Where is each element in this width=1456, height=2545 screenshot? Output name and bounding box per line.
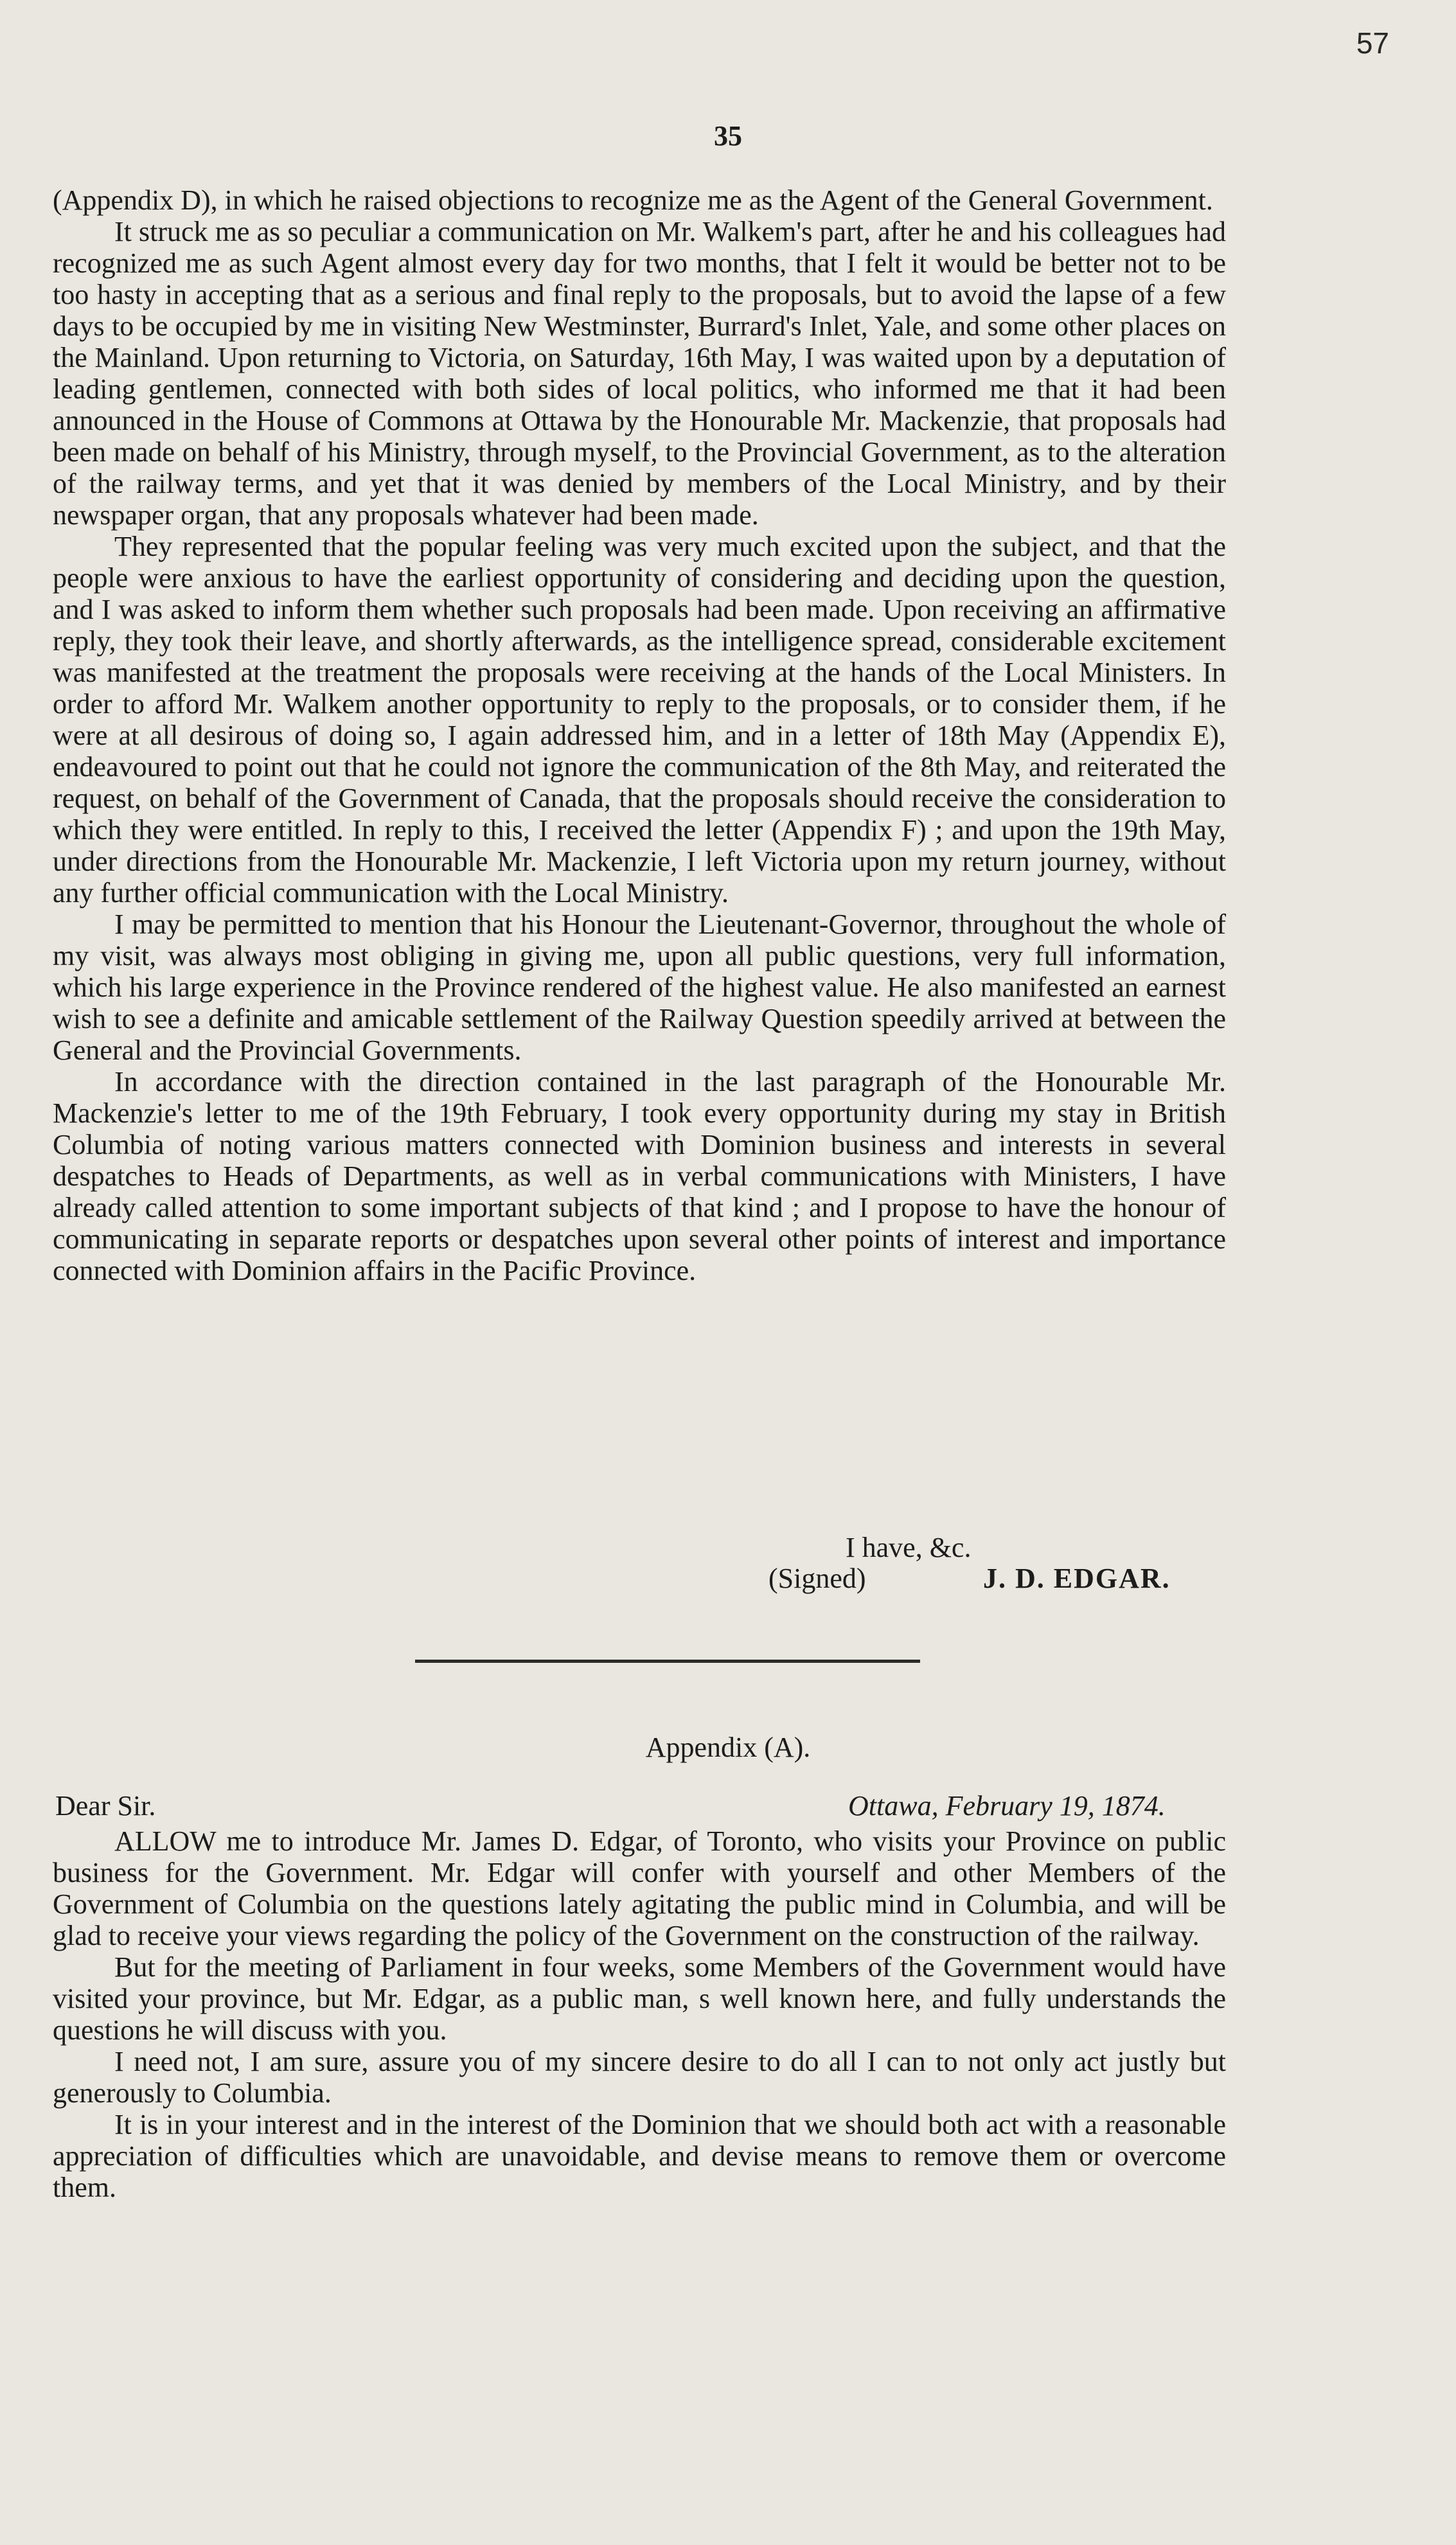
report-body — [53, 184, 1226, 1286]
section-divider — [415, 1660, 920, 1663]
dateline: Ottawa, February 19, 1874. — [848, 1790, 1166, 1822]
appendix-paragraph: ALLOW me to introduce Mr. James D. Edgar, of Toronto, who visits your Province on public business for the Government. Mr. Edgar will confer with yourself and other Members of the Government of Columbia on the questions lately agitating the public mind in Columbia, and will be glad to receive your views regarding the policy of the Government on the construction of the railway. — [53, 1825, 1226, 1951]
appendix-letter-body — [53, 1825, 1226, 2203]
signed-label: (Signed) — [768, 1563, 866, 1594]
appendix-heading: Appendix (A). — [645, 1732, 811, 1763]
appendix-paragraph: It is in your interest and in the interest of the Dominion that we should both act with a reasonable appreciation of difficulties which are unavoidable, and devise means to remove them or overcome them. — [53, 2109, 1226, 2203]
body-paragraph: I may be permitted to mention that his Honour the Lieutenant-Governor, throughout the whole of my visit, was always most obliging in giving me, upon all public questions, very full information, which his large experience in the Province rendered of the highest value. He also manifested an earnest wish to see a definite and amicable settlement of the Railway Question speedily arrived at between the General and the Provincial Governments. — [53, 909, 1226, 1066]
page-number-inner: 35 — [714, 120, 742, 152]
body-paragraph: (Appendix D), in which he raised objections to recognize me as the Agent of the General Government. — [53, 184, 1213, 216]
appendix-paragraph: But for the meeting of Parliament in four weeks, some Members of the Government would have visited your province, but Mr. Edgar, as a public man, s well known here, and fully understands the questions he will discuss with you. — [53, 1951, 1226, 2046]
appendix-paragraph: I need not, I am sure, assure you of my sincere desire to do all I can to not only act justly but generously to Columbia. — [53, 2046, 1226, 2109]
page-number-outer: 57 — [1356, 26, 1389, 60]
body-paragraph: In accordance with the direction contained in the last paragraph of the Honourable Mr. Mackenzie's letter to me of the 19th February, I took every opportunity during my stay in British Columbia of noting various matters connected with Dominion business and interests in several despatches to Heads of Departments, as well as in verbal communications with Ministers, I have already called attention to some important subjects of that kind ; and I propose to have the honour of communicating in separate reports or despatches upon several other points of interest and importance connected with Dominion affairs in the Pacific Province. — [53, 1066, 1226, 1286]
body-paragraph: They represented that the popular feeling was very much excited upon the subject, and that the people were anxious to have the earliest opportunity of considering and deciding upon the question, and I was asked to inform them whether such proposals had been made. Upon receiving an affirmative reply, they took their leave, and shortly afterwards, as the intelligence spread, considerable excitement was manifested at the treatment the proposals were receiving at the hands of the Local Ministers. In order to afford Mr. Walkem another opportunity to reply to the proposals, or to consider them, if he were at all desirous of doing so, I again addressed him, and in a letter of 18th May (Appendix E), endeavoured to point out that he could not ignore the communication of the 8th May, and reiterated the request, on behalf of the Government of Canada, that the proposals should receive the consideration to which they were entitled. In reply to this, I received the letter (Appendix F) ; and upon the 19th May, under directions from the Honourable Mr. Mackenzie, I left Victoria upon my return journey, without any further official communication with the Local Ministry. — [53, 531, 1226, 909]
closing: I have, &c. — [846, 1532, 972, 1563]
body-paragraph: It struck me as so peculiar a communication on Mr. Walkem's part, after he and his colleagues had recognized me as such Agent almost every day for two months, that I felt it would be better not to be too hasty in accepting that as a serious and final reply to the proposals, but to avoid the lapse of a few days to be occupied by me in visiting New Westminster, Burrard's Inlet, Yale, and some other places on the Mainland. Upon returning to Victoria, on Saturday, 16th May, I was waited upon by a deputation of leading gentlemen, connected with both sides of local politics, who informed me that it had been announced in the House of Commons at Ottawa by the Honourable Mr. Mackenzie, that proposals had been made on behalf of his Ministry, through myself, to the Provincial Government, as to the alteration of the railway terms, and yet that it was denied by members of the Local Ministry, and by their newspaper organ, that any proposals whatever had been made. — [53, 216, 1226, 531]
signatory: J. D. EDGAR. — [983, 1563, 1171, 1594]
salutation: Dear Sir. — [55, 1790, 156, 1822]
